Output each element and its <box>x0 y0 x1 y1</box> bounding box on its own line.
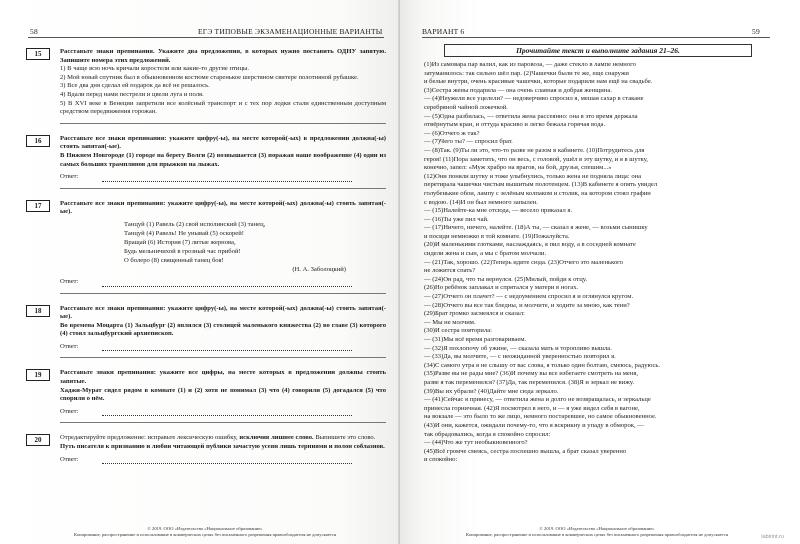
task-number: 18 <box>26 305 50 317</box>
poem-line: О болеро (8) священный танец боя! <box>124 256 224 264</box>
instruction-tail: Выпишите это слово. <box>315 434 376 442</box>
text-line: (20)И маленькими глотками, наслаждаясь, я пил воду, а в соседней комнате <box>424 241 636 249</box>
task-divider <box>60 188 386 189</box>
right-page <box>400 0 800 544</box>
text-line: (1)Из самовара пар валил, как из паровоза, — даже стекло в лампе немного <box>424 61 636 68</box>
task-divider <box>60 293 386 294</box>
text-line: (34)С самого утра я не слышу от вас слова, я только один болтаю, смеюсь, радуюсь. <box>424 361 661 369</box>
text-line: разве я так переменился? (37)Да, так переменился. (38)Я и зеркал не вижу. <box>424 378 635 386</box>
left-page-number: 58 <box>30 27 38 36</box>
text-line: (26)Но ребёнок заплакал и спрятался у матери в ногах. <box>424 284 579 292</box>
answer-label: Ответ: <box>60 173 79 181</box>
task-19 <box>26 369 386 423</box>
answer-row <box>60 343 386 352</box>
reading-text <box>424 61 772 465</box>
text-line: серебряной чайной ложечкой. <box>424 103 508 111</box>
poem-author: (Н. А. Заболоцкий) <box>292 265 346 273</box>
task-instruction: Расставьте все знаки препинания: укажите цифру(-ы), на месте которой(-ых) в предложении должна(-ы) стоять запятая(-ые). <box>60 134 386 151</box>
instruction-bold: исключив лишнее слово. <box>239 434 314 442</box>
text-line: — (44)Что же тут необыкновенного? <box>424 439 528 447</box>
right-content <box>424 44 772 465</box>
right-page-number: 59 <box>752 27 760 36</box>
text-line: и белые внутри, очень красивые чашечки, которые подарили нам ещё на свадьбе. <box>424 78 653 86</box>
task-20 <box>26 434 386 464</box>
answer-label: Ответ: <box>60 455 79 463</box>
right-running-head: ВАРИАНТ 6 <box>422 27 465 36</box>
text-line: (29)Брат громко засмеялся и сказал: <box>424 310 525 318</box>
footer-copyright: © 2019. ООО «Издательство «Национальное образование» <box>147 526 263 531</box>
text-line: на вокзале — это было то же лицо, немного постаревшее, но самое обыкновенное. <box>424 413 657 421</box>
text-line: — (7)Чего ты? — спросил брат. <box>424 138 513 146</box>
text-line: — (8)Так. (9)Ты ли это, что-то разве не разом в кабинете. (10)Потрудитесь для <box>424 146 645 154</box>
answer-line <box>102 344 352 351</box>
left-content <box>26 48 386 475</box>
text-line: конечно, запел: «Муж храбро на врагов, на бой, друзья, спешим...» <box>424 164 612 172</box>
task-option: 2) Мой юный спутник был в обыкновенном костюме старенькое шерстяном свитере полотняной рубашке. <box>60 73 359 81</box>
task-option: 5) В XVI веке в Венеции запретили все колёсный транспорт и с тех пор лодки стали единственным доступным средством передвижения горожан. <box>60 99 386 116</box>
watermark: labirint.ru <box>761 534 784 540</box>
text-line: — (15)Налейте-ка мне отсюда, — весело приказал я. <box>424 207 573 215</box>
text-line: затуманилось: так сильно шёл пар. (2)Чашечки были те же, еще снаружи <box>424 69 629 77</box>
task-number: 16 <box>26 135 50 147</box>
text-line: — (4)Неужели все уцелели? — недоверчиво спросил я, мешая сахар в стакане <box>424 95 644 103</box>
task-instruction: Расставьте знаки препинания: укажите все цифры, на месте которых в предложении должны стоять запятые. <box>60 369 386 386</box>
task-number: 15 <box>26 48 50 60</box>
text-line: — Мы не молчим. <box>424 318 476 326</box>
text-line: — (32)Я похлопочу об ужине, — сказала мать и торопливо вышла. <box>424 344 612 352</box>
text-line: (30)И сестра повторила: <box>424 327 492 335</box>
task-number: 19 <box>26 369 50 381</box>
poem <box>124 220 386 274</box>
text-line: — (27)Отчего он плачет? — с недоумением спросил я и оглянулся кругом. <box>424 293 634 301</box>
answer-row <box>60 408 386 417</box>
text-line: — (41)Сейчас я принесу, — ответила жена и долго не возвращалась, и зеркальце <box>424 396 651 404</box>
poem-line: Танцуй (4) Равель! Не унывай (5) оскорей! <box>124 229 244 237</box>
task-divider <box>60 123 386 124</box>
task-instruction: Расставьте все знаки препинания: укажите цифру(-ы), на месте которой(-ых) должна(-ы) стоять запятая(-ые). <box>60 304 386 321</box>
text-line: — (31)Мы всё время разговариваем. <box>424 336 527 343</box>
answer-label: Ответ: <box>60 277 79 285</box>
answer-line <box>102 457 352 464</box>
task-option: 4) Вдали перед нами пестрели и цвели луга и поля. <box>60 90 204 98</box>
text-line: (39)Вы их убрали? (40)Дайте мне сюда зеркало. <box>424 387 559 395</box>
text-line: (45)Всё громче смеясь, сестра поспешно вышла, а брат сказал уверенно <box>424 447 627 455</box>
text-line: принесла горничная. (42)Я посмотрел в него, и — я уже видел себя в вагоне, <box>424 404 640 412</box>
footer-notice: Копирование, распространение и использование в коммерческих целях без письменного разрешения правообладателя не допускается <box>465 531 729 537</box>
task-divider <box>60 357 386 358</box>
text-line: — (28)Отчего вы все так бледны, и молчите, и ходите за мною, как тени? <box>424 301 630 309</box>
text-line: перетирала чашечки чистым вышитым полотенцем. (13)В кабинете я опять увидел <box>424 181 658 189</box>
task-option: 3) Все два дня сделал ей подарок да всё не решалось. <box>60 82 210 90</box>
task-instruction <box>60 434 386 443</box>
task-instruction: Расставьте знаки препинания. Укажите два предложения, в которых нужно поставить ОДНУ запятую. Запишите номера этих предложений. <box>60 48 386 64</box>
task-18 <box>26 305 386 359</box>
reading-prompt: Прочитайте текст и выполните задания 21–26. <box>444 44 752 57</box>
text-line: — (33)Да, вы молчите, — с неожиданной уверенностью повторил я. <box>424 353 616 361</box>
task-17 <box>26 200 386 294</box>
text-line: — (24)Он рад, что ты вернулся. (25)Милый, пойди к отцу. <box>424 275 588 283</box>
task-15 <box>26 48 386 124</box>
answer-label: Ответ: <box>60 407 79 415</box>
task-instruction: Расставьте все знаки препинания: укажите цифру(-ы), на месте которой(-ых) должна(-ы) стоять запятая(-ые). <box>60 199 386 216</box>
text-line: и спокойно: <box>424 456 458 464</box>
text-line: — (21)Так, хорошо. (22)Теперь идите сюда. (23)Отчего это маленького <box>424 258 623 266</box>
text-line: — (5)Одна разбилась, — ответила жена рассеянно: она в это время держала <box>424 112 638 120</box>
task-divider <box>60 422 386 423</box>
text-line: (35)Разве вы не рады мне? (36)И почему вы все избегаете смотреть на меня, <box>424 370 639 378</box>
text-line: с водою. (14)И он был немного запылен. <box>424 198 538 206</box>
text-line: (3)Сестра жены подарила — она очень славная и добрая женщина. <box>424 86 612 94</box>
text-line: не ложится спать? <box>424 267 476 275</box>
poem-line: Вращай (6) История (7) литые жернова, <box>124 238 236 246</box>
poem-line: Танцуй (1) Равель (2) свой исполинский (3) танец, <box>124 220 266 228</box>
right-head-rule <box>422 37 770 38</box>
text-line: так обрадовались, когда я спокойно спросил: <box>424 430 551 438</box>
task-number: 17 <box>26 200 50 212</box>
text-line: (43)И они, кажется, ожидали почему-то, что я вскрикну и упаду в обморок, — <box>424 421 644 429</box>
task-16 <box>26 135 386 189</box>
answer-row <box>60 456 386 465</box>
text-line: (12)Они поняли шутку и тоже улыбнулись, только жена не подняла лица: она <box>424 172 642 180</box>
left-head-rule <box>28 37 384 38</box>
instruction-plain: Отредактируйте предложение: исправьте лексическую ошибку, <box>60 434 238 442</box>
answer-label: Ответ: <box>60 342 79 350</box>
answer-line <box>102 409 352 416</box>
task-number: 20 <box>26 434 50 446</box>
right-footer <box>422 526 772 537</box>
task-sentence: Хаджи-Мурат сидел рядом в комнате (1) и (2) хотя не понимал (3) что (4) говорили (5) догадался (5) что спорили о нём. <box>60 386 386 403</box>
left-footer <box>30 526 380 537</box>
text-line: голубенькие обои, лампу с зелёным колпаком и столик, на котором стоял графин <box>424 189 651 197</box>
text-line: — (6)Отчего ж так? <box>424 129 480 137</box>
text-line: — (16)Ты уже пил чай. <box>424 215 489 223</box>
answer-line <box>102 280 352 287</box>
left-running-head: ЕГЭ ТИПОВЫЕ ЭКЗАМЕНАЦИОННЫЕ ВАРИАНТЫ <box>198 27 383 36</box>
text-line: отвёрнутым кран, и оттуда красиво и легко бежала горячая вода. <box>424 121 606 129</box>
task-sentence: В Нижнем Новгороде (1) городе на берегу Волги (2) возвышается (3) поражая наше воображение (4) один из самых больших трамплинов для прыжков на лыжах. <box>60 151 386 168</box>
footer-copyright: © 2019. ООО «Издательство «Национальное образование» <box>539 526 655 531</box>
answer-row <box>60 278 386 287</box>
text-line: и посиди немножко в той комнате. (19)Пожалуйста. <box>424 232 570 240</box>
footer-notice: Копирование, распространение и использование в коммерческих целях без письменного разрешения правообладателя не допускается <box>73 531 337 537</box>
poem-line: Будь мельничихой в грозный час прибой! <box>124 247 241 255</box>
task-sentence: Во времена Моцарта (1) Зальцбург (2) являлся (3) столицей маленького княжества (2) во главе (3) которого (4) стоял зальцбургский архиепископ. <box>60 321 386 338</box>
task-sentence: Путь писателя к признанию и любви читающей публики зачастую усеян лишь терниями и полон соблазнов. <box>60 443 385 451</box>
answer-line <box>102 175 352 182</box>
task-option: 1) В чаще всю ночь кричали коростели или какие-то другие птицы. <box>60 65 250 73</box>
text-line: — (17)Ничего, ничего, налейте. (18)А ты, — сказал я жене, — возьми сынишку <box>424 224 648 232</box>
answer-row <box>60 173 386 182</box>
text-line: сидели жена и сын, а мы с братом молчали. <box>424 250 547 258</box>
text-line: героя! (11)Пора заметить, что он весь, с головой, ушёл в эту шутку, и я в шутку, <box>424 155 648 163</box>
